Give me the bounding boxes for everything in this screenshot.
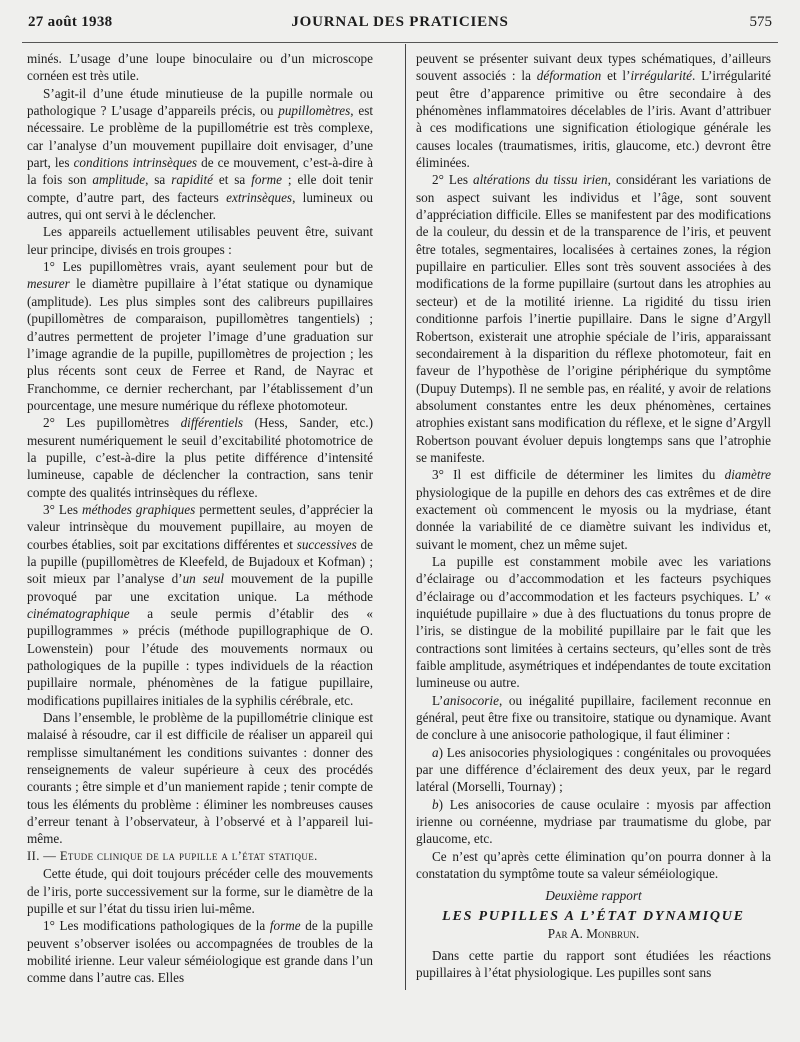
- italic-run: cinématographique: [27, 606, 130, 621]
- text-run: 1° Les modifications pathologiques de la: [43, 918, 270, 934]
- paragraph: [416, 50, 771, 171]
- text-run: ) Les anisocories de cause oculaire : myosis par affection irienne ou cornéenne, mydriase par traumatisme du globe, par glaucome, etc.: [416, 796, 771, 847]
- text-run: a seule permis d’établir des « pupillogrammes » précis (méthode pupillographique de O. Lowenstein) pour l’étude des mouvements normaux ou pathologiques de la pupille : types individuels de la réaction pupillaire normale, phénomènes de la fatigue pupillaire, modifications pupillaires initiales de la syphilis cérébrale, etc.: [27, 606, 373, 708]
- text-run: ; elle doit tenir compte, d’autre part, des facteurs: [27, 172, 373, 205]
- report-author: Par A. Monbrun.: [547, 926, 640, 942]
- italic-run: anisocorie: [443, 692, 499, 708]
- page-header: [28, 14, 772, 38]
- italic-run: forme: [269, 918, 301, 934]
- italic-run: différentiels: [180, 415, 244, 431]
- header-rule: [22, 42, 778, 43]
- text-run: Cette étude, qui doit toujours précéder celle des mouvements de l’iris, porte successivement sur la forme, sur le diamètre de la pupille et sur l’état du tissu irien lui-même.: [27, 866, 373, 916]
- italic-run: altérations du tissu irien: [473, 172, 608, 188]
- text-run: . L’irrégularité peut être d’apparence primitive ou être secondaire à des phénomènes inflammatoires décelables de l’iris. Avant d’attribuer à ces modifications une signification étiologique générale les causes locales (traumatismes, iritis, glaucome, etc.) devront être éliminées.: [416, 68, 771, 171]
- right-column: [416, 50, 771, 981]
- issue-date: 27 août 1938: [28, 14, 113, 30]
- text-run: de ce mouvement, c’est-à-dire à la fois son: [27, 155, 373, 188]
- text-run: La pupille est constamment mobile avec les variations d’éclairage ou d’accommodation et les facteurs psychiques d’éclairage ou d’accommodation et les facteurs psychiques. L’ « inquiétude pupillaire » due à des fluctuations du tonus propre de l’iris, se distingue de la mobilité pupillaire par le fait que les contractions sont limitées à certains secteurs, qu’elles sont de très faible amplitude, asymétriques et indépendantes de toute excitation lumineuse ou autre.: [416, 553, 771, 691]
- italic-run: méthodes graphiques: [82, 501, 196, 517]
- text-run: mouvement de la pupille provoqué par une excitation unique. La méthode: [27, 571, 373, 604]
- paragraph: [416, 171, 771, 466]
- paragraph: [27, 865, 373, 917]
- page-number: 575: [749, 14, 772, 30]
- text-run: permettent seules, d’apprécier la valeur intrinsèque du mouvement pupillaire, au moyen de courbes établies, soit par excitations différentes et: [27, 501, 373, 552]
- italic-run: extrinsèques: [226, 189, 293, 205]
- text-run: , sa: [145, 172, 172, 188]
- italic-run: pupillomètres: [278, 103, 351, 119]
- italic-run: rapidité: [171, 172, 213, 188]
- section-heading: II. — Etude clinique de la pupille a l’état statique.: [27, 848, 318, 863]
- text-run: 2° Les: [432, 172, 474, 188]
- paragraph: [416, 744, 771, 796]
- text-run: 3° Les: [43, 501, 83, 517]
- text-run: , ou inégalité pupillaire, facilement reconnue en général, peut être fixe ou transitoire, statique ou dynamique. Avant de conclure à une anisocorie pathologique, il faut éliminer :: [416, 692, 771, 743]
- text-run: 2° Les pupillomètres: [43, 415, 181, 431]
- italic-run: déformation: [536, 68, 602, 84]
- italic-run: successives: [296, 536, 357, 552]
- italic-run: conditions intrinsèques: [73, 155, 198, 171]
- text-run: ) Les anisocories physiologiques : congénitales ou provoquées par une différence d’éclairement des deux yeux, par le regard latéral (Morselli, Tournay) ;: [416, 744, 771, 795]
- italic-run: un seul: [182, 571, 225, 587]
- text-run: Dans cette partie du rapport sont étudiées les réactions pupillaires à l’état physiologique. Les pupilles sont sans: [416, 947, 771, 980]
- italic-run: forme: [251, 172, 282, 188]
- paragraph: [27, 709, 373, 848]
- italic-run: irrégularité: [630, 68, 693, 84]
- paragraph: [416, 796, 771, 848]
- text-run: (Hess, Sander, etc.) mesurent numériquement le seuil d’excitabilité photomotrice de la pupille, c’est-à-dire la plus petite différence d’intensité lumineuse, capable de déclencher la contraction, sans tenir compte des qualités intrinsèques du réflexe.: [27, 415, 373, 500]
- italic-run: a: [432, 744, 439, 760]
- text-run: Ce n’est qu’après cette élimination qu’on pourra donner à la constatation du symptôme toute sa valeur séméiologique.: [416, 848, 771, 882]
- text-run: peuvent se présenter suivant deux types schématiques, d’ailleurs souvent associés : la: [416, 51, 771, 84]
- text-run: , lumineux ou autres, qui ont servi à le déclencher.: [27, 189, 373, 223]
- text-run: le diamètre pupillaire à l’état statique ou dynamique (amplitude). Les plus simples sont des calibreurs pupillaires (pupillomètres de comparaison, pupillomètres tangentiels) ; d’autres permettent de projeter l’image d’une graduation sur l’image agrandie de la pupille, pupillomètres de projection ; les plus récents sont ceux de Ferree et Rand, de Nayrac et Franchomme, ce dernier recherchant, par l’établissement d’un pourcentage, une mesure numérique du réflexe photomoteur.: [27, 276, 373, 413]
- text-run: de la pupille peuvent s’observer isolées ou accompagnées de troubles de la mobilité irienne. Leur valeur séméiologique est grande dans l’un comme dans l’autre cas. Elles: [27, 918, 373, 986]
- text-run: Dans l’ensemble, le problème de la pupillométrie clinique est malaisé à résoudre, car il est difficile de réaliser un appareil qui remplisse simultanément les conditions suivantes : donner des renseignements de valeur supérieure à ceux des procédés courants ; être simple et d’un maniement rapide ; tenir compte de tous les éléments du problème : éliminer les nombreuses causes d’erreur tenant à l’observateur, à l’observé et à l’appareil lui-même.: [27, 710, 373, 847]
- paragraph: [416, 466, 771, 553]
- report-label: Deuxième rapport: [545, 887, 642, 903]
- text-run: minés. L’usage d’une loupe binoculaire ou d’un microscope cornéen est très utile.: [27, 51, 373, 84]
- text-run: Les appareils actuellement utilisables peuvent être, suivant leur principe, divisés en trois groupes :: [27, 224, 373, 257]
- paragraph: [27, 85, 373, 224]
- paragraph: [416, 848, 771, 883]
- text-run: et sa: [212, 172, 252, 188]
- paragraph: [27, 501, 373, 709]
- italic-run: amplitude: [92, 172, 146, 188]
- paragraph: [27, 917, 373, 986]
- paragraph: [27, 258, 373, 414]
- paragraph: [27, 223, 373, 258]
- text-run: 3° Il est difficile de déterminer les limites du: [432, 467, 725, 483]
- paragraph: [416, 553, 771, 692]
- report-title: LES PUPILLES A L’ÉTAT DYNAMIQUE: [442, 908, 745, 924]
- paragraph: [416, 692, 771, 744]
- paragraph: [27, 50, 373, 85]
- text-run: , est nécessaire. Le problème de la pupillométrie est très complexe, car l’analyse d’un mouvement pupillaire doit envisager, d’une part, les: [27, 103, 373, 171]
- paragraph: [416, 947, 771, 982]
- text-run: et l’: [601, 68, 631, 84]
- italic-run: diamètre: [724, 467, 771, 483]
- text-run: physiologique de la pupille en dehors des cas extrêmes et de dire exactement où commencent le myosis ou la mydriase, étant donnée la variabilité de ce diamètre suivant les individus et, suivant le moment, chez un même sujet.: [416, 484, 771, 552]
- text-run: , considérant les variations de son aspect suivant les individus et l’âge, sont souvent d’appréciation difficile. Elles se manifestent par des modifications de la couleur, du dessin et de la transparence de l’iris, et peuvent être totales, segmentaires, localisées à certaines zones, la région pupillaire en particulier. Elles sont très souvent associées à des modifications de la forme pupillaire (surtout dans les atrophies au secteur) et de la motilité irienne. La rigidité du tissu irien conditionne parfois l’inertie pupillaire. Dans le signe d’Argyll Robertson, existerait une atrophie spéciale de l’iris, apparaissant secondairement à la disparition du réflexe photomoteur, fait en faveur de l’hypothèse de l’origine périphérique du symptôme (Dupuy Dutemps). Il ne semble pas, en réalité, y avoir de relations absolument constantes entre les deux phénomènes, certaines atrophies existant sans modification du réflexe, et le signe d’Argyll Robertson pouvant évoluer depuis longtemps sans que l’atrophie se manifeste.: [416, 172, 771, 465]
- text-run: S’agit-il d’une étude minutieuse de la pupille normale ou pathologique ? L’usage d’appareils précis, ou: [27, 85, 373, 119]
- text-run: de la pupille (pupillomètres de Kleefeld, de Bujadoux et Kofman) ; soit mieux par l’analyse d’: [27, 536, 373, 587]
- text-run: 1° Les pupillomètres vrais, ayant seulement pour but de: [43, 259, 373, 275]
- paragraph: [27, 414, 373, 501]
- italic-run: mesurer: [27, 276, 70, 292]
- column-divider: [405, 44, 406, 990]
- text-run: L’: [432, 692, 444, 708]
- journal-title: JOURNAL DES PRATICIENS: [291, 14, 509, 30]
- italic-run: b: [432, 796, 439, 812]
- left-column: [27, 50, 373, 987]
